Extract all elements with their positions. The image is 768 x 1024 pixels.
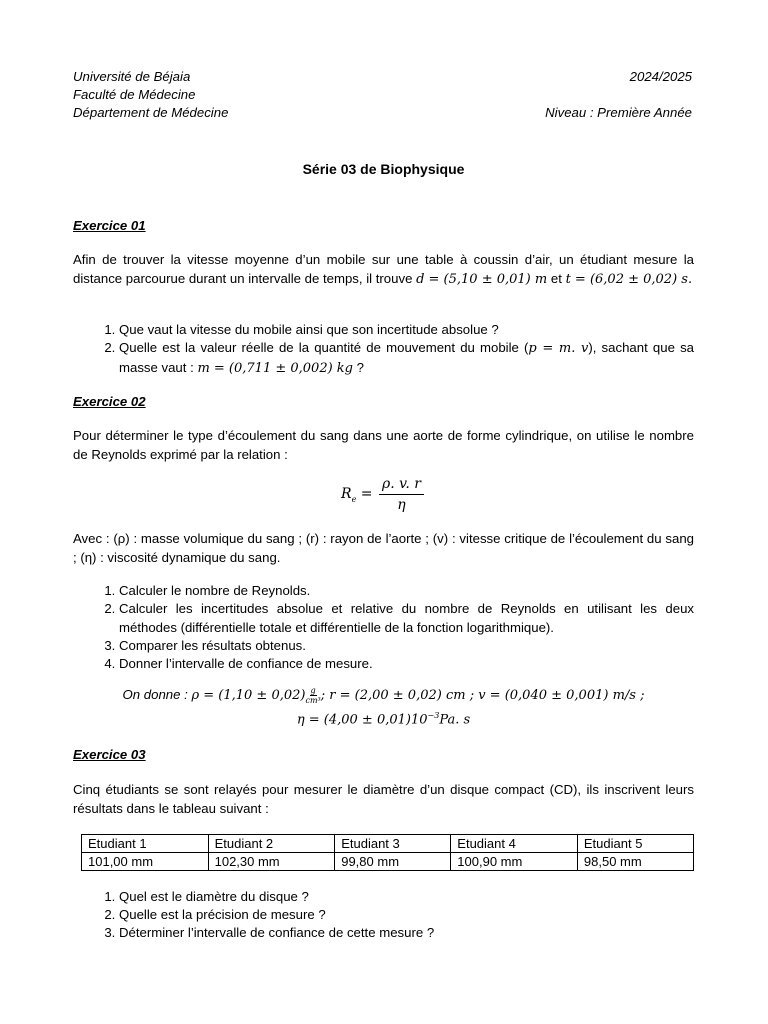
table-cell: Etudiant 2 <box>208 835 335 853</box>
table-cell: Etudiant 1 <box>82 835 209 853</box>
list-item: 3. Comparer les résultats obtenus. <box>119 637 694 655</box>
header-level: Niveau : Première Année <box>545 105 692 120</box>
table-row <box>82 853 694 871</box>
exercise-1-heading: Exercice 01 <box>73 218 146 233</box>
page-title: Série 03 de Biophysique <box>302 161 465 177</box>
reynolds-fraction: $\frac{\rho. v. r}{\eta}$ <box>379 474 424 515</box>
list-item: 4. Donner l’intervalle de confiance de mesure. <box>119 655 694 673</box>
table-cell: 100,90 mm <box>451 853 578 871</box>
density-unit: $\frac{g}{\text{cm³}}$ <box>305 686 321 705</box>
exercise-2-intro: Pour déterminer le type d’écoulement du sang dans une aorte de forme cylindrique, on utilise le nombre de Reynolds exprimé par la relation : <box>73 428 694 462</box>
list-item: 1. Calculer le nombre de Reynolds. <box>119 582 694 600</box>
list-item: 1. Quel est le diamètre du disque ? <box>119 888 694 906</box>
table-cell: Etudiant 4 <box>451 835 578 853</box>
list-item: 2. Quelle est la précision de mesure ? <box>119 906 694 924</box>
header-faculty: Faculté de Médecine <box>73 87 196 102</box>
list-item: 2. Calculer les incertitudes absolue et relative du nombre de Reynolds en utilisant les deux méthodes (différentielle totale et différentielle de la fonction logarithmique). <box>119 600 694 637</box>
exercise-3-intro: Cinq étudiants se sont relayés pour mesurer le diamètre d’un disque compact (CD), ils inscrivent leurs résultats dans le tableau suivant : <box>73 782 694 816</box>
exercise-3-heading: Exercice 03 <box>73 747 146 762</box>
exercise-1-intro-and: et <box>550 270 562 286</box>
exercise-2-heading: Exercice 02 <box>73 394 146 409</box>
list-item: 3. Déterminer l’intervalle de confiance de cette mesure ? <box>119 924 694 942</box>
header-year: 2024/2025 <box>629 69 692 84</box>
list-item: 1. Que vaut la vitesse du mobile ainsi que son incertitude absolue ? <box>119 321 694 339</box>
exercise-1-intro-text: Afin de trouver la vitesse moyenne d’un mobile sur une table à coussin d’air, un étudiant mesure la distance parcourue durant un intervalle de temps, il trouve <box>73 252 694 286</box>
table-cell: 98,50 mm <box>577 853 693 871</box>
header-department: Département de Médecine <box>73 105 229 120</box>
table-cell: Etudiant 3 <box>335 835 451 853</box>
header-university: Université de Béjaia <box>73 69 191 84</box>
table-cell: 102,30 mm <box>208 853 335 871</box>
exercise-2-given-line1: On donne : ρ = (1,10 ± 0,02) $\frac{g}{\text{cm³}}$ ; r = (2,00 ± 0,02) cm ; v = (0,040 ± 0,001) m/s ; <box>122 686 645 705</box>
exercise-2-given-line2: $\eta = (4,00 \pm 0,01)10^{-3}Pa$. s <box>296 711 471 728</box>
time-value: t = (6,02 ± 0,02) s. <box>565 271 693 287</box>
distance-value: d = (5,10 ± 0,01) m <box>416 271 548 287</box>
exercise-2-avec: Avec : (ρ) : masse volumique du sang ; (r) : rayon de l’aorte ; (v) : vitesse critique de l’écoulement du sang ; (η) : viscosité dynamique du sang. <box>73 531 694 565</box>
table-cell: 101,00 mm <box>82 853 209 871</box>
list-item: 2. Quelle est la valeur réelle de la quantité de mouvement du mobile (p = m. v), sachant que sa masse vaut : m = (0,711 ± 0,002) kg ? <box>119 339 694 378</box>
table-cell: 99,80 mm <box>335 853 451 871</box>
exercise-1-questions <box>73 321 694 378</box>
exercise-3-questions <box>73 888 694 942</box>
measurement-table <box>81 834 694 871</box>
reynolds-formula: $R_e$ = $\frac{\rho. v. r}{\eta}$ <box>73 474 694 515</box>
exercise-1-intro <box>73 251 694 289</box>
exercise-2-questions <box>73 582 694 673</box>
document-page <box>73 0 694 1024</box>
table-header-row <box>82 835 694 853</box>
table-cell: Etudiant 5 <box>577 835 693 853</box>
